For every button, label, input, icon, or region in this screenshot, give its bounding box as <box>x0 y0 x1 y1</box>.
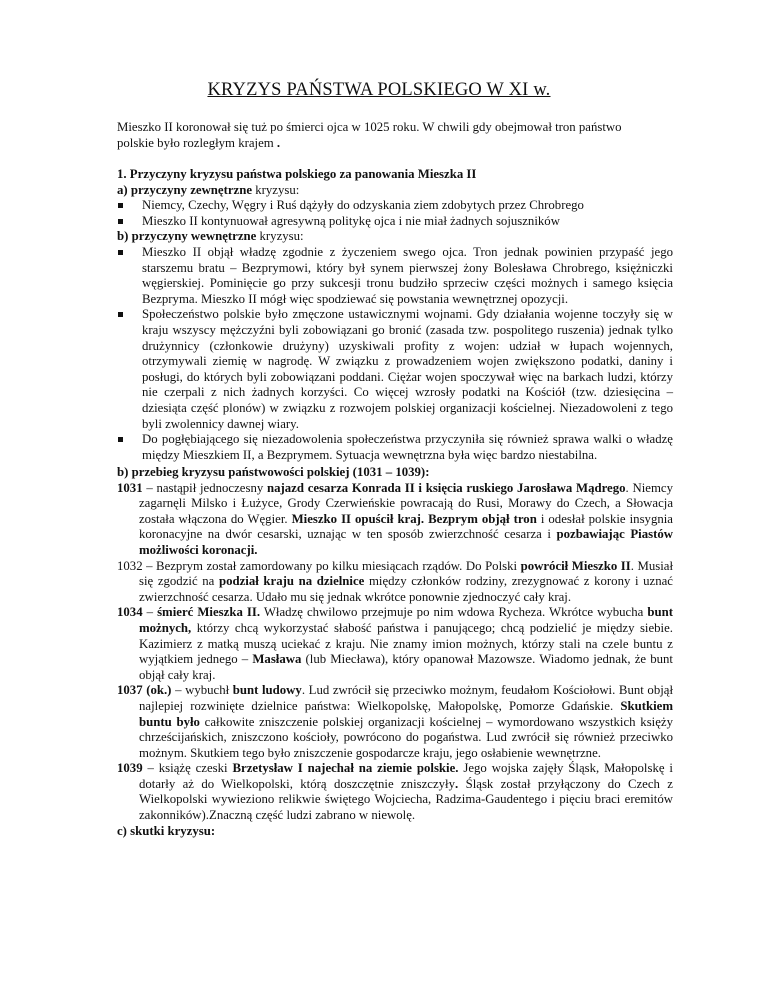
section-2 <box>117 465 673 839</box>
page-title: KRYZYS PAŃSTWA POLSKIEGO W XI w. <box>207 80 551 100</box>
section-1-heading: 1. Przyczyny kryzysu państwa polskiego za panowania Mieszka II <box>117 167 477 181</box>
external-causes-heading: a) przyczyny zewnętrzne kryzysu: <box>117 182 300 197</box>
external-causes-list <box>117 198 673 229</box>
event-1037: 1037 (ok.) – wybuchł bunt ludowy. Lud zwrócił się przeciwko możnym, feudałom Kościołowi. Bunt objął najlepiej rozwinięte dzielnice państwa: Wielkopolskę, Małopolskę, Pomorze Gdańskie. Skutkiem buntu było całkowite zniszczenie polskiej organizacji kościelnej – wymordowano wszystkich księży chrześcijańskich, zniszczono kościoły, powrócono do pogaństwa. Lud zwrócił się również przeciwko możnym. Skutkiem tego było zniszczenie gospodarcze kraju, jego osłabienie wewnętrzne. <box>117 683 674 760</box>
event-1032: 1032 – Bezprym został zamordowany po kilku miesiącach rządów. Do Polski powrócił Mieszko II. Musiał się zgodzić na podział kraju na dzielnice między członków rodziny, zrezygnować z korony i uznać zwierzchność cesarza. Udało mu się jednak wkrótce ponownie zjednoczyć cały kraj. <box>117 558 674 604</box>
event-1034: 1034 – śmierć Mieszka II. Władzę chwilowo przejmuje po nim wdowa Rycheza. Wkrótce wybucha bunt możnych, którzy chcą wykorzystać słabość państwa i panującego; chcą podzielić je między siebie. Kazimierz z matką muszą uciekać z kraju. Nie znamy imion możnych, którzy stali na czele buntu z wyjątkiem jednego – Masława (lub Miecława), który opanował Mazowsze. Wiadomo jednak, że bunt objął cały kraj. <box>117 605 673 682</box>
effects-heading: c) skutki kryzysu: <box>117 823 216 838</box>
list-item: Mieszko II kontynuował agresywną politykę ojca i nie miał żadnych sojuszników <box>117 214 673 230</box>
event-1039: 1039 – książę czeski Brzetysław I najechał na ziemie polskie. Jego wojska zajęły Śląsk, Małopolskę i dotarły aż do Wielkopolski, którą doszczętnie zniszczyły. Śląsk został przyłączony do Czech z Wielkopolski wywieziono relikwie świętego Wojciecha, Radzima-Gaudentego i pięciu braci eremitów zakonników).Znaczną część ludzi zabrano w niewolę. <box>117 761 673 823</box>
list-item: Społeczeństwo polskie było zmęczone ustawicznymi wojnami. Gdy działania wojenne toczyły się w kraju wszyscy mężczyźni byli zobowiązani go bronić (zasada tzw. pospolitego ruszenia) jednak tylko drużynnicy (członkowie drużyny) uzyskiwali profity z wojen: udział w łupach wojennych, otrzymywali ziemię w nagrodę. W związku z prowadzeniem wojen zwiększono podatki, daniny i posługi, do których byli zobowiązani poddani. Ciężar wojen spoczywał więc na barkach ludzi, którzy nie czerpali z nich żadnych korzyści. Co więcej wzrosły podatki na Kościół (tzw. dziesięcina – dziesiąta część plonów) w związku z rozwojem polskiej organizacji kościelnej. Niezadowoleni z tego byli zwolennicy dawnej wiary. <box>117 307 673 432</box>
list-item: Do pogłębiającego się niezadowolenia społeczeństwa przyczyniła się również sprawa walki o władzę między Mieszkiem II, a Bezprymem. Sytuacja wewnętrzna była więc bardzo niestabilna. <box>117 432 673 463</box>
list-item: Niemcy, Czechy, Węgry i Ruś dążyły do odzyskania ziem zdobytych przez Chrobrego <box>117 198 673 214</box>
list-item: Mieszko II objął władzę zgodnie z życzeniem swego ojca. Tron jednak powinien przypaść jego starszemu bratu – Bezprymowi, który był synem pierwszej żony Bolesława Chrobrego, księżniczki węgierskiej. Pominięcie go przy sukcesji tronu budziło sprzeciw części możnych i samego księcia Bezpryma. Mieszko II mógł więc spodziewać się powstania wewnętrznej opozycji. <box>117 245 673 307</box>
internal-causes-list <box>117 245 673 463</box>
section-1 <box>117 167 673 463</box>
section-2-heading: b) przebieg kryzysu państwowości polskiej (1031 – 1039): <box>117 465 430 479</box>
internal-causes-heading: b) przyczyny wewnętrzne kryzysu: <box>117 229 304 244</box>
event-1031: 1031 – nastąpił jednoczesny najazd cesarza Konrada II i księcia ruskiego Jarosława Mądrego. Niemcy zagarnęli Milsko i Łużyce, Grody Czerwieńskie powracają do Rusi, Morawy do Czech, a Słowacja została włączona do Węgier. Mieszko II opuścił kraj. Bezprym objął tron i odesłał polskie insygnia koronacyjne na dwór cesarski, uznając w ten sposób zwierzchność cesarza i pozbawiając Piastów możliwości koronacji. <box>117 480 673 557</box>
intro-paragraph: Mieszko II koronował się tuż po śmierci ojca w 1025 roku. W chwili gdy obejmował tron państwo polskie było rozległym krajem . <box>117 120 622 150</box>
